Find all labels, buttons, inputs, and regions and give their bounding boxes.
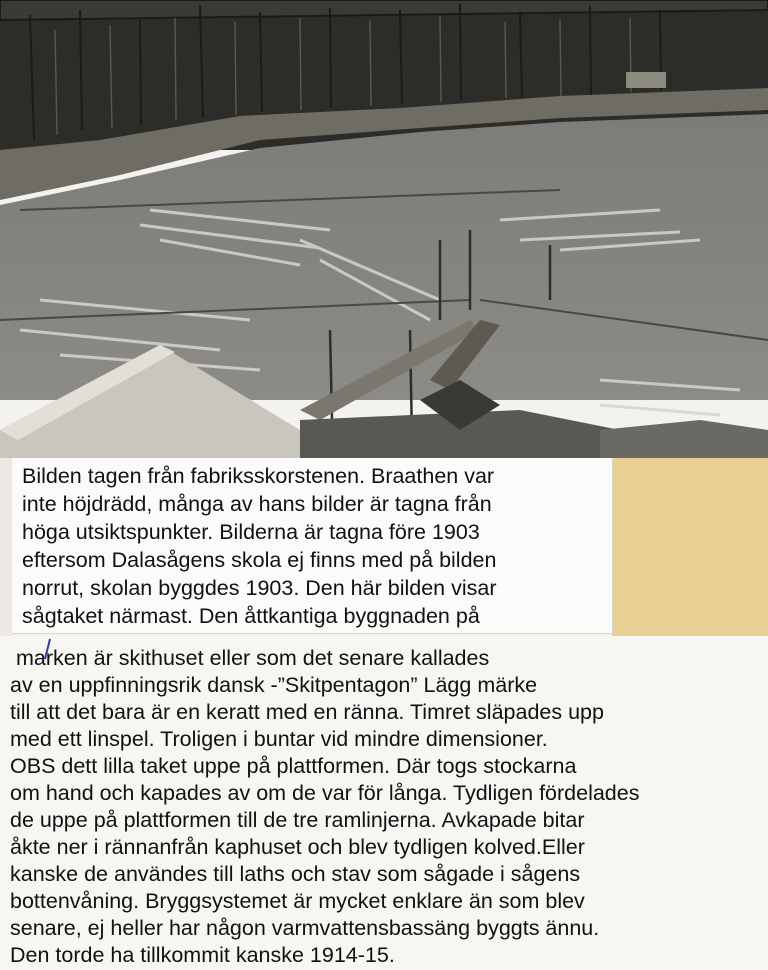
body-line: med ett linspel. Troligen i buntar vid mindre dimensioner. [10,727,548,751]
historic-photo [0,0,768,462]
body-line: till att det bara är en keratt med en ränna. Timret släpades upp [10,700,604,724]
body-line: åkte ner i rännanfrån kaphuset och blev tydligen kolved.Eller [10,835,585,859]
pen-mark-icon [42,638,52,660]
body-line: Den torde ha tillkommit kanske 1914-15. [10,943,395,967]
caption-line: norrut, skolan byggdes 1903. Den här bilden visar [22,576,497,600]
tan-backing-panel [612,458,768,636]
body-line: bottenvåning. Bryggsystemet är mycket enklare än som blev [10,889,585,913]
body-line: av en uppfinningsrik dansk -”Skitpentagon” Lägg märke [10,673,538,697]
body-line: kanske de användes till laths och stav som sågade i sågens [10,862,581,886]
body-line: senare, ej heller har någon varmvattensbassäng byggts ännu. [10,916,600,940]
caption-line: höga utsiktspunkter. Bilderna är tagna före 1903 [22,520,480,544]
body-line: marken är skithuset eller som det senare kallades [16,646,490,670]
caption-line: eftersom Dalasågens skola ej finns med på bilden [22,548,497,572]
body-line: OBS dett lilla taket uppe på plattformen. Där togs stockarna [10,754,577,778]
caption-line: Bilden tagen från fabriksskorstenen. Braathen var [22,464,495,488]
caption-line: inte höjdrädd, många av hans bilder är tagna från [22,492,492,516]
body-line: de uppe på plattformen till de tre ramlinjerna. Avkapade bitar [10,808,585,832]
cabin-roof [626,72,666,88]
caption-line: sågtaket närmast. Den åttkantiga byggnaden på [22,604,480,628]
description-text [0,636,768,970]
photo-caption [12,458,612,633]
body-line: om hand och kapades av om de var för långa. Tydligen fördelades [10,781,640,805]
